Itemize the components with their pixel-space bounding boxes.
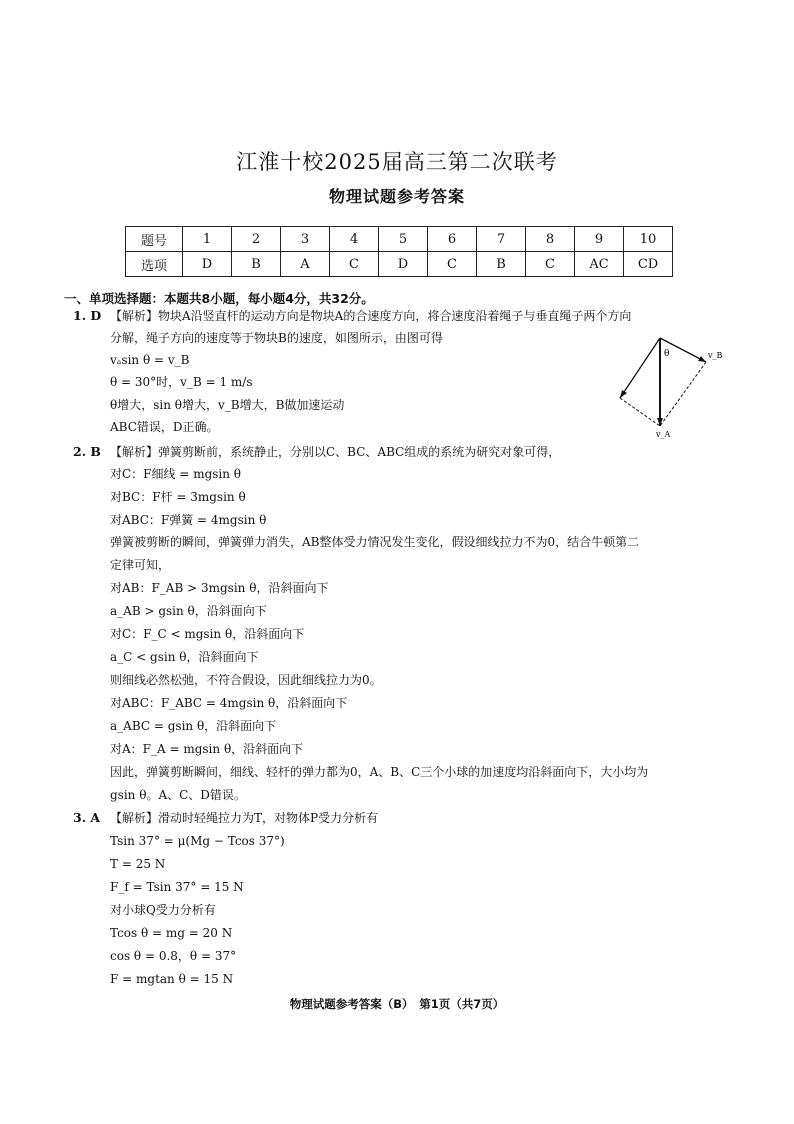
velocity-decomposition-figure [612, 336, 722, 442]
answer-line: 对C：F细线 = mgsin θ [110, 467, 242, 481]
answer-line: 弹簧被剪断的瞬间，弹簧弹力消失，AB整体受力情况发生变化，假设细线拉力不为0，结合牛顿第二 [110, 535, 640, 549]
answer-line: 分解，绳子方向的速度等于物块B的速度，如图所示，由图可得 [110, 331, 443, 345]
table-cell: 5 [379, 227, 428, 252]
table-cell: C [428, 252, 477, 277]
question-number: 1. D [73, 308, 102, 323]
section-heading: 一、单项选择题：本题共8小题，每小题4分，共32分。 [64, 291, 374, 306]
theta-label: θ [664, 349, 670, 359]
answer-line: θ = 30°时，v_B = 1 m/s [110, 375, 253, 389]
arrowhead [698, 356, 706, 362]
table-cell: D [183, 252, 232, 277]
table-cell: 6 [428, 227, 477, 252]
question-number: 2. B [73, 444, 101, 459]
answer-line: 【解析】弹簧剪断前，系统静止，分别以C、BC、ABC组成的系统为研究对象可得， [110, 445, 561, 459]
answer-line: vₐsin θ = v_B [110, 353, 190, 367]
answer-line: 对小球Q受力分析有 [110, 903, 216, 917]
table-cell: B [477, 252, 526, 277]
answer-line: Tsin 37° = μ(Mg − Tcos 37°) [110, 834, 285, 848]
answer-line: a_C < gsin θ，沿斜面向下 [110, 650, 259, 664]
dashed-line [660, 362, 706, 426]
answer-line: 【解析】滑动时轻绳拉力为T，对物体P受力分析有 [110, 811, 379, 825]
table-cell: 1 [183, 227, 232, 252]
table-cell: 9 [575, 227, 624, 252]
perpendicular-component [620, 338, 660, 398]
answer-line: T = 25 N [110, 857, 166, 871]
table-cell: AC [575, 252, 624, 277]
answer-table [125, 226, 673, 277]
table-cell: 7 [477, 227, 526, 252]
table-cell: C [330, 252, 379, 277]
table-cell: D [379, 252, 428, 277]
row-label: 题号 [126, 227, 183, 252]
table-cell: 8 [526, 227, 575, 252]
table-row [126, 252, 673, 277]
vA-label: v_A [656, 430, 671, 439]
dashed-line [620, 398, 660, 426]
answer-line: 对AB：F_AB > 3mgsin θ，沿斜面向下 [110, 581, 329, 595]
answer-line: 对ABC：F_ABC = 4mgsin θ，沿斜面向下 [110, 696, 348, 710]
answer-line: Tcos θ = mg = 20 N [110, 926, 233, 940]
answer-line: a_ABC = gsin θ，沿斜面向下 [110, 719, 277, 733]
answer-line: θ增大，sin θ增大，v_B增大，B做加速运动 [110, 398, 345, 412]
answer-line: ABC错误，D正确。 [110, 420, 219, 434]
question-number: 3. A [73, 810, 101, 825]
vB-label: v_B [708, 351, 722, 360]
answer-line: F = mgtan θ = 15 N [110, 972, 234, 986]
page-title: 江淮十校2025届高三第二次联考 [236, 150, 558, 174]
answer-line: 因此，弹簧剪断瞬间，细线、轻杆的弹力都为0，A、B、C三个小球的加速度均沿斜面向下，大小均为 [110, 765, 649, 779]
table-cell: 3 [281, 227, 330, 252]
answer-line: 对C：F_C < mgsin θ，沿斜面向下 [110, 627, 305, 641]
row-label: 选项 [126, 252, 183, 277]
answer-line: cos θ = 0.8，θ = 37° [110, 949, 237, 963]
answer-line: 定律可知， [110, 558, 171, 572]
table-cell: C [526, 252, 575, 277]
table-cell: 10 [624, 227, 673, 252]
arrowhead [620, 390, 627, 398]
table-cell: B [232, 252, 281, 277]
answer-line: gsin θ。A、C、D错误。 [110, 788, 246, 802]
answer-line: 则细线必然松弛，不符合假设，因此细线拉力为0。 [110, 673, 382, 687]
answer-line: 【解析】物块A沿竖直杆的运动方向是物块A的合速度方向，将合速度沿着绳子与垂直绳子两个方向 [110, 309, 632, 323]
answer-line: a_AB > gsin θ，沿斜面向下 [110, 604, 267, 618]
page-subtitle: 物理试题参考答案 [328, 187, 465, 206]
answer-line: 对ABC：F弹簧 = 4mgsin θ [110, 513, 267, 527]
answer-line: F_f = Tsin 37° = 15 N [110, 880, 244, 894]
page-footer: 物理试题参考答案（B） 第1页（共7页） [289, 997, 505, 1011]
answer-line: 对BC：F杆 = 3mgsin θ [110, 490, 246, 504]
table-row [126, 227, 673, 252]
answer-line: 对A：F_A = mgsin θ，沿斜面向下 [110, 742, 304, 756]
table-cell: 4 [330, 227, 379, 252]
table-cell: CD [624, 252, 673, 277]
table-cell: A [281, 252, 330, 277]
table-cell: 2 [232, 227, 281, 252]
